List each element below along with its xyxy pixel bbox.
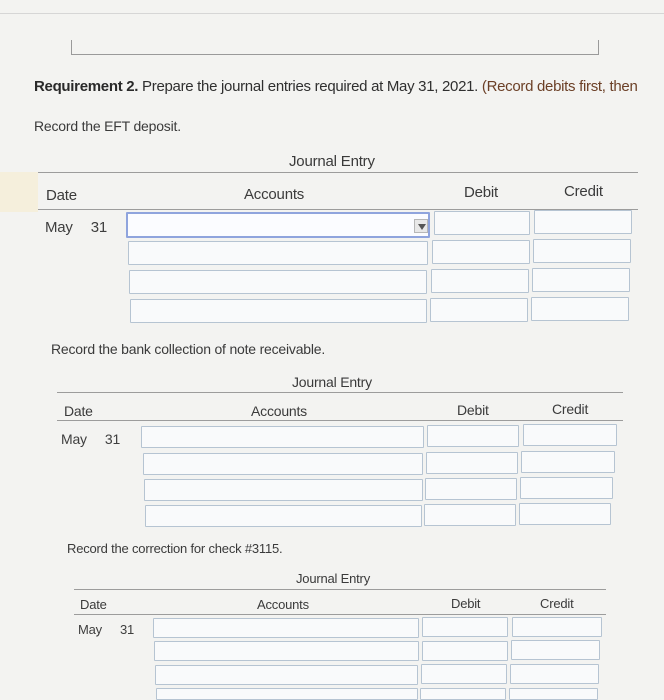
debit-input-1[interactable]: [434, 211, 530, 235]
account-input-2[interactable]: [143, 453, 423, 475]
debit-input-3[interactable]: [431, 269, 529, 293]
entry-date: [45, 219, 107, 236]
account-input-4[interactable]: [145, 505, 422, 527]
debit-input-3[interactable]: [425, 478, 517, 500]
journal-entry-title: Journal Entry: [289, 153, 375, 170]
col-header-debit: Debit: [457, 402, 489, 418]
instruction-check-correction: Record the correction for check #3115.: [67, 541, 283, 556]
requirement-hint: (Record debits first, then: [481, 78, 638, 95]
credit-input-2[interactable]: [511, 640, 600, 660]
debit-input-4[interactable]: [430, 298, 528, 322]
credit-input-4[interactable]: [509, 688, 598, 700]
header-bottom-rule: [57, 420, 623, 421]
debit-input-2[interactable]: [432, 240, 530, 264]
account-input-2[interactable]: [154, 641, 419, 661]
account-input-2[interactable]: [128, 241, 428, 265]
col-header-accounts: Accounts: [257, 597, 309, 612]
header-top-rule: [38, 172, 638, 173]
instruction-note-receivable: Record the bank collection of note receivable.: [51, 341, 326, 357]
account-input-3[interactable]: [144, 479, 423, 501]
entry-date: [78, 622, 134, 637]
col-header-credit: Credit: [540, 596, 574, 611]
credit-input-1[interactable]: [523, 424, 617, 446]
credit-input-3[interactable]: [532, 268, 630, 292]
credit-input-1[interactable]: [534, 210, 632, 234]
credit-input-1[interactable]: [512, 617, 602, 637]
debit-input-3[interactable]: [421, 664, 507, 684]
account-input-3[interactable]: [129, 270, 427, 294]
credit-input-2[interactable]: [521, 451, 615, 473]
account-input-3[interactable]: [155, 665, 418, 685]
date-month: May: [45, 219, 73, 236]
header-bottom-rule: [74, 614, 606, 615]
date-day: 31: [90, 219, 108, 236]
journal-entry-title: Journal Entry: [296, 571, 370, 586]
date-day: 31: [104, 431, 121, 447]
requirement-text: [34, 78, 638, 95]
account-input-4[interactable]: [156, 688, 418, 700]
header-top-rule: [57, 392, 623, 393]
debit-input-4[interactable]: [424, 504, 516, 526]
debit-input-1[interactable]: [427, 425, 519, 447]
requirement-label: Requirement 2.: [34, 78, 139, 95]
header-top-rule: [74, 589, 606, 590]
account-input-1[interactable]: [153, 618, 419, 638]
debit-input-2[interactable]: [422, 641, 508, 661]
account-input-4[interactable]: [130, 299, 427, 323]
entry-date: [61, 431, 120, 447]
credit-input-4[interactable]: [531, 297, 629, 321]
col-header-debit: Debit: [451, 596, 481, 611]
previous-answer-field[interactable]: [71, 40, 599, 55]
instruction-eft: Record the EFT deposit.: [34, 118, 181, 134]
date-day: 31: [119, 622, 135, 637]
chevron-down-icon[interactable]: [414, 219, 428, 233]
debit-input-4[interactable]: [420, 688, 506, 700]
account-input-1[interactable]: [141, 426, 424, 448]
col-header-date: Date: [80, 597, 107, 612]
top-divider: [0, 13, 664, 14]
col-header-accounts: Accounts: [251, 403, 307, 419]
date-month: May: [78, 622, 102, 637]
requirement-body: Prepare the journal entries required at May 31, 2021.: [138, 78, 482, 95]
debit-input-2[interactable]: [426, 452, 518, 474]
date-month: May: [61, 431, 87, 447]
col-header-accounts: Accounts: [244, 186, 305, 203]
debit-input-1[interactable]: [422, 617, 508, 637]
col-header-date: Date: [46, 187, 77, 204]
account-select-1[interactable]: [126, 212, 430, 238]
col-header-credit: Credit: [564, 183, 603, 200]
credit-input-3[interactable]: [510, 664, 599, 684]
col-header-credit: Credit: [552, 401, 589, 417]
col-header-debit: Debit: [464, 184, 499, 201]
col-header-date: Date: [64, 403, 93, 419]
credit-input-2[interactable]: [533, 239, 631, 263]
header-band: [0, 172, 38, 212]
journal-entry-title: Journal Entry: [292, 374, 372, 390]
credit-input-3[interactable]: [520, 477, 613, 499]
credit-input-4[interactable]: [519, 503, 611, 525]
